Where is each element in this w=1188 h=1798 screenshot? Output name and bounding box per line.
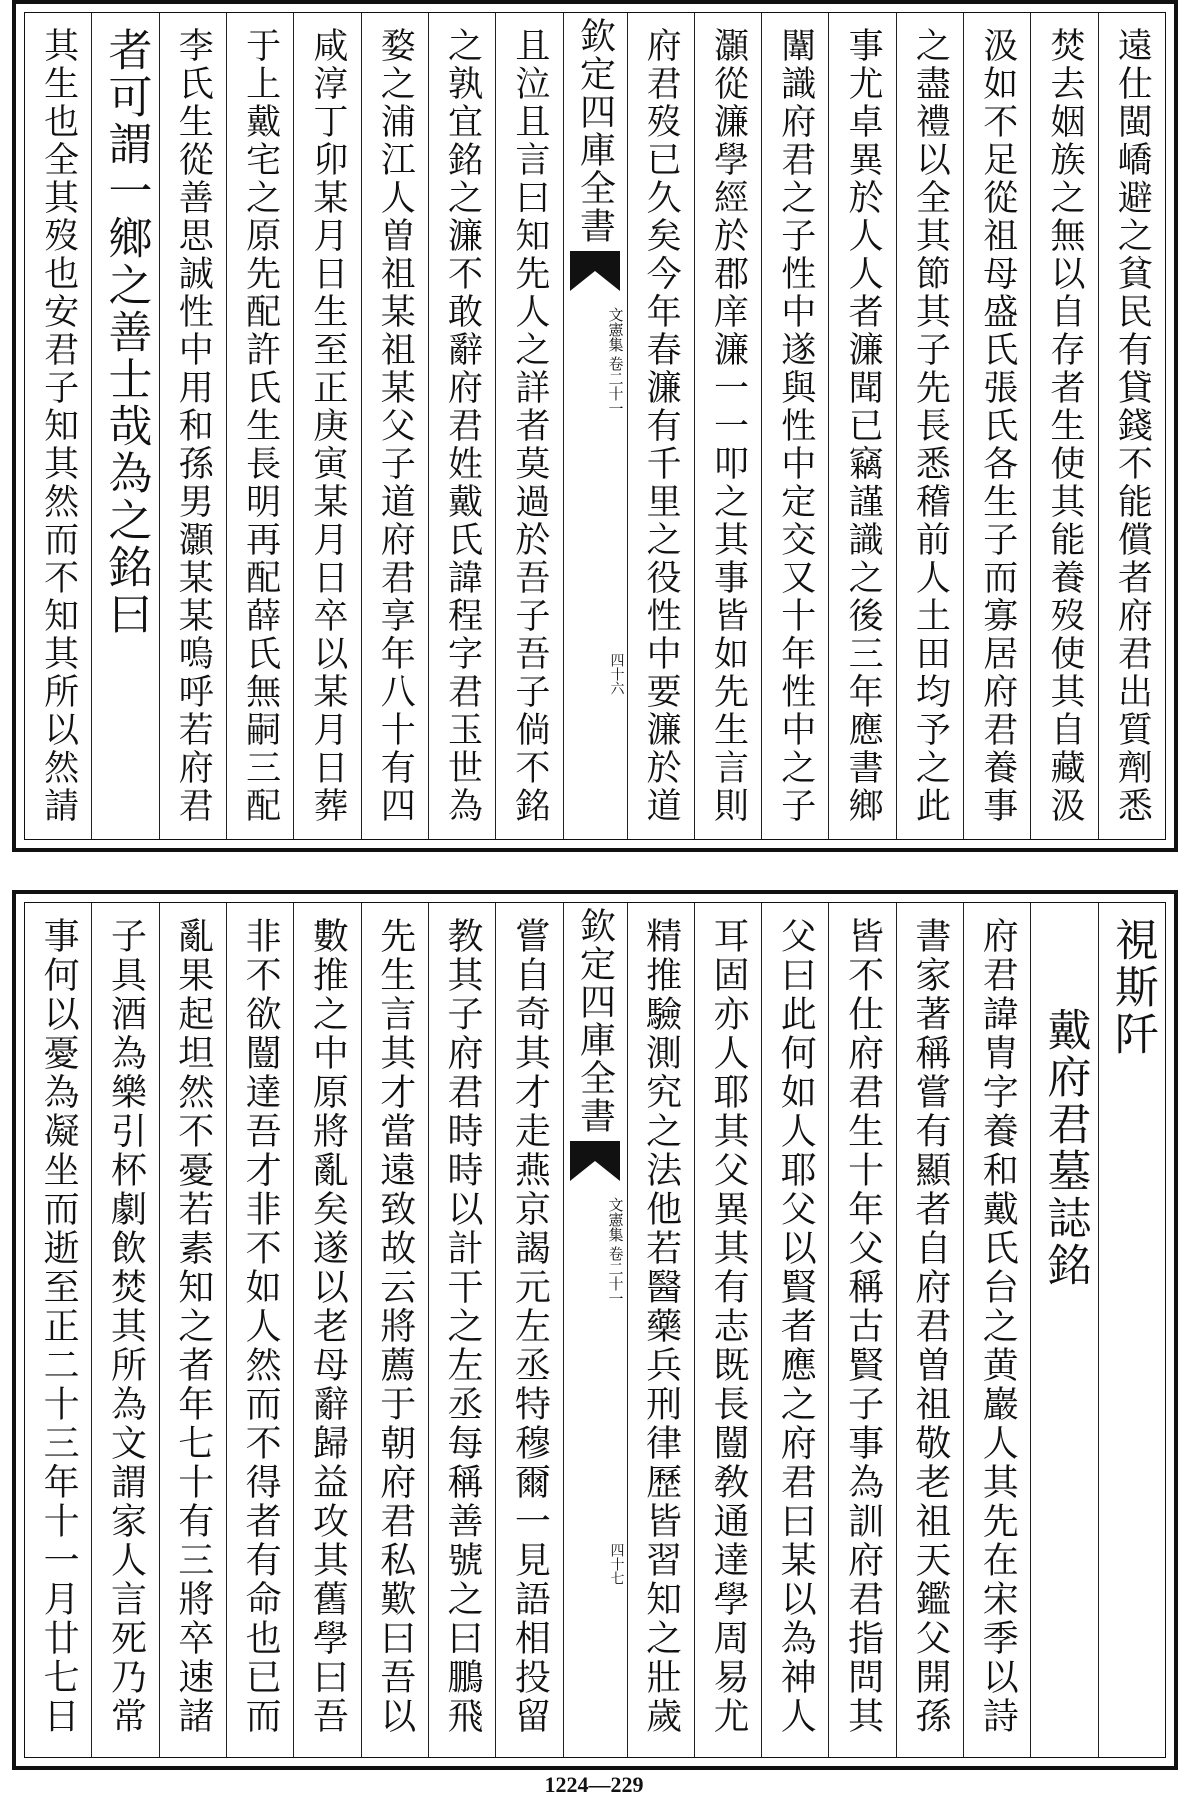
column-text: 之盡禮以全其節其子先長悉稽前人土田均予之此: [910, 27, 951, 825]
column-text: 焚去姻族之無以自存者生使其能養歿使其自藏汲: [1045, 27, 1086, 825]
column-text: 之孰宜銘之濂不敢辭府君姓戴氏諱程字君玉世為: [442, 27, 483, 825]
column-text: 先生言其才當遠致故云將薦于朝府君私歎曰吾以: [374, 917, 416, 1736]
column-text: 視斯阡: [1106, 917, 1158, 1058]
column-text: 耳固亦人耶其父異其有志既長闓敎通達學周易尤: [707, 917, 749, 1736]
book-title: 欽定四庫全書: [574, 907, 616, 1135]
text-column: [293, 903, 360, 1757]
text-column: [627, 13, 694, 839]
text-column: [627, 903, 694, 1757]
text-column: [91, 903, 158, 1757]
column-text: 于上戴宅之原先配許氏生長明再配薛氏無嗣三配: [240, 27, 281, 825]
column-text: 婺之浦江人曽祖某祖某父子道府君享年八十有四: [375, 27, 416, 825]
text-column: [896, 903, 963, 1757]
column-text: 且泣且言曰知先人之詳者莫過於吾子吾子倘不銘: [509, 27, 550, 825]
bottom-page-frame: [24, 902, 1166, 1758]
column-text: 精推驗測究之法他若醫藥兵刑律歷皆習知之壯歲: [640, 917, 682, 1736]
top-page: [12, 0, 1178, 852]
collection-name: 文憲集: [606, 306, 625, 352]
text-column: [1098, 13, 1165, 839]
text-column: [828, 903, 895, 1757]
bottom-page-columns: [25, 903, 1165, 1757]
text-column: [159, 903, 226, 1757]
catalog-number: 1224—229: [544, 1772, 644, 1797]
center-gutter: [563, 13, 627, 839]
column-text: 皆不仕府君生十年父稱古賢子事為訓府君指問其: [842, 917, 884, 1736]
text-column: [761, 903, 828, 1757]
text-column: [761, 13, 828, 839]
column-text: 教其子府君時時以計干之左丞每稱善號之曰鵬飛: [442, 917, 484, 1736]
column-text: 咸淳丁卯某月日生至正庚寅某月日卒以某月日葬: [307, 27, 348, 825]
page-number: 四十七: [608, 1543, 625, 1585]
column-text: 府君歿已久矣今年春濂有千里之役性中要濂於道: [641, 27, 682, 825]
column-text: 父曰此何如人耶父以賢者應之府君曰某以為神人: [775, 917, 817, 1736]
volume-label: 卷二十一: [606, 1245, 625, 1306]
column-text: 子具酒為樂引杯劇飲焚其所為文謂家人言死乃常: [105, 917, 147, 1736]
top-page-frame: [24, 12, 1166, 840]
gutter-subtitle: [564, 1191, 627, 1311]
section-title: 戴府君墓誌銘: [1039, 1007, 1091, 1289]
text-column: [428, 903, 495, 1757]
text-column: [828, 13, 895, 839]
column-text: 嘗自奇其才走燕京謁元左丞特穆爾一見語相投留: [509, 917, 551, 1736]
text-column: [896, 13, 963, 839]
text-column: [293, 13, 360, 839]
gutter-subtitle: [564, 301, 627, 421]
top-page-columns: [25, 13, 1165, 839]
text-column: [226, 13, 293, 839]
text-column: [25, 903, 91, 1757]
text-column: [159, 13, 226, 839]
column-text: 其生也全其歿也安君子知其然而不知其所以然請: [38, 27, 79, 825]
fishtail-mark-icon: [570, 1141, 620, 1181]
text-column: [1098, 903, 1165, 1757]
text-column: [963, 13, 1030, 839]
column-text: 李氏生從善思誠性中用和孫男灝某某嗚呼若府君: [173, 27, 214, 825]
column-text: 事尤卓異於人人者濂聞已竊謹識之後三年應書鄉: [843, 27, 884, 825]
text-column: [1030, 13, 1097, 839]
text-column: [428, 13, 495, 839]
column-text: 灝從濂學經於郡庠濂一一叩之其事皆如先生言則: [708, 27, 749, 825]
column-text: 闈識府君之子性中遂與性中定交又十年性中之子: [775, 27, 816, 825]
column-text: 書家著稱嘗有顯者自府君曽祖敬老祖天鑑父開孫: [909, 917, 951, 1736]
center-gutter: [563, 903, 627, 1757]
text-column: [226, 903, 293, 1757]
column-text: 亂果起坦然不憂若素知之者年七十有三將卒速諸: [172, 917, 214, 1736]
text-column: [694, 13, 761, 839]
book-title: 欽定四庫全書: [574, 17, 616, 245]
column-text: 遠仕閩嶠避之貧民有貸錢不能償者府君出質劑悉: [1112, 27, 1153, 825]
page-number: 四十六: [608, 653, 625, 695]
text-column: [694, 903, 761, 1757]
fishtail-mark-icon: [570, 251, 620, 291]
column-text: 府君諱胄字養和戴氏台之黄巖人其先在宋季以詩: [977, 917, 1019, 1736]
text-column: [963, 903, 1030, 1757]
collection-name: 文憲集: [606, 1196, 625, 1242]
title-column: [1030, 903, 1097, 1757]
text-column: [361, 903, 428, 1757]
bottom-page: [12, 890, 1178, 1770]
text-column: [495, 903, 562, 1757]
column-text: 汲如不足從祖母盛氏張氏各生子而寡居府君養事: [977, 27, 1018, 825]
text-column: [361, 13, 428, 839]
volume-label: 卷二十一: [606, 355, 625, 416]
text-column: [91, 13, 158, 839]
text-column: [25, 13, 91, 839]
column-text: 事何以憂為凝坐而逝至正二十三年十一月廿七日: [38, 917, 80, 1736]
column-text: 非不欲闓達吾才非不如人然而不得者有命也已而: [240, 917, 282, 1736]
column-text: 者可謂一鄉之善士哉為之銘曰: [100, 27, 152, 638]
text-column: [495, 13, 562, 839]
column-text: 數推之中原將亂矣遂以老母辭歸益攻其舊學曰吾: [307, 917, 349, 1736]
